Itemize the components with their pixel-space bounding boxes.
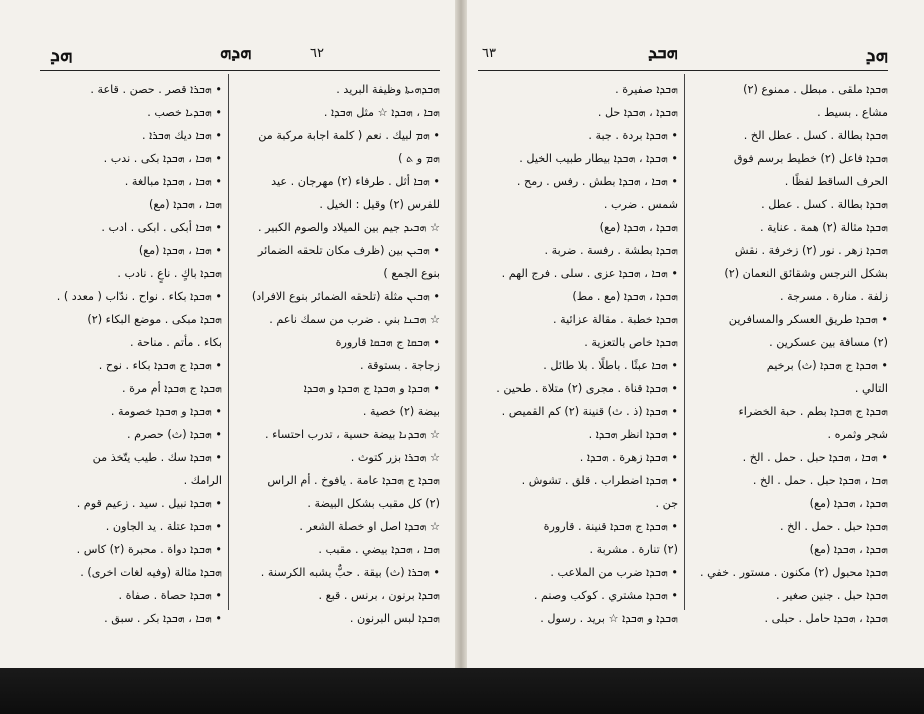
dictionary-entry-line: ܗܒܕܐ لبس البرنون .	[349, 612, 440, 625]
dictionary-entry-line: • ܗܒܕܐ و ܗܒܕܐ ج ܗܒܕܐ و ܗܒܕܐ	[303, 382, 440, 395]
dictionary-entry-line: ܗܒܐ ، ܗܒܕܐ بيضي . مقبب .	[318, 543, 440, 556]
dictionary-entry-line: ܗܒܕܐ زهر . نور (٢) زخرفة . نقش	[734, 244, 888, 257]
dictionary-entry-line: • ܗܒܕܐ دواة . محبرة (٢) كاس .	[76, 543, 222, 556]
dictionary-entry-line: • ܗܒܕܐ ج ܗܒܕܐ قنينة . قارورة	[543, 520, 678, 533]
dictionary-entry-line: ܗܒܕܐ صفيرة .	[615, 83, 678, 96]
left-center-guide-word: ܗܕܗ	[220, 42, 252, 63]
dictionary-entry-line: بيضة (٢) خصية .	[362, 405, 440, 418]
dictionary-entry-line: • ܗܒܕܐ حصاة . صفاة .	[118, 589, 222, 602]
dictionary-entry-line: • ܗܒܐ ، ܗܒܕܐ بكى . ندب .	[103, 152, 222, 165]
dictionary-entry-line: بنوع الجمع )	[383, 267, 440, 280]
left-header-rule	[40, 70, 440, 71]
dictionary-entry-line: • ܗܒܕܐ سك . طيب يتّخذ من	[92, 451, 222, 464]
dictionary-entry-line: مشاع . بسيط .	[817, 106, 888, 119]
dictionary-entry-line: ܗܒܕܐ ، ܗܒܕܐ حل .	[597, 106, 678, 119]
dictionary-entry-line: • ܗܒܕܐ ضرب من الملاعب .	[550, 566, 678, 579]
dictionary-entry-line: ܗܒܕܗܝܬܐ وظيفة البريد .	[336, 83, 440, 96]
dictionary-entry-line: ☆ ܗܒܕܢܐ بيضة حسية ، تدرب احتساء .	[264, 428, 440, 441]
dictionary-entry-line: • ܗܒܪܐ قصر . حصن . قاعة .	[90, 83, 222, 96]
book-gutter	[455, 0, 467, 668]
dictionary-entry-line: • ܗܒܕܐ مشتري . كوكب وصنم .	[533, 589, 678, 602]
dictionary-entry-line: ܗܒܕܐ مثالة (٢) همة . عناية .	[760, 221, 888, 234]
left-guide-word: ܗܕ	[50, 42, 73, 66]
dictionary-entry-line: شجر وثمره .	[827, 428, 888, 441]
dictionary-entry-line: ܗܒܕܐ ، ܗܒܕܐ حامل . حبلى .	[764, 612, 888, 625]
dictionary-entry-line: • ܗܒܕܐ اضطراب . قلق . تشوش .	[521, 474, 678, 487]
right-page	[478, 0, 888, 668]
dictionary-entry-line: • ܗܒܕܐ و ܗܒܕܐ خصومة .	[110, 405, 222, 418]
dictionary-entry-line: ☆ ܗܒܝܕ جيم بين الميلاد والصوم الكبير .	[257, 221, 440, 234]
dictionary-entry-line: • ܗܒܐ ديك ܗܒܪܐ .	[142, 129, 222, 142]
dictionary-entry-line: ܗܒܕܐ بطالة . كسل . عطل .	[761, 198, 888, 211]
dictionary-entry-line: • ܗܒܩܐ ج ܗܒܩܐ قارورة	[335, 336, 440, 349]
dictionary-entry-line: ܗܒܕܐ مثالة (وفيه لغات اخرى) .	[80, 566, 222, 579]
dictionary-entry-line: • ܗܒܝܢ بين (ظرف مكان تلحقه الضمائر	[257, 244, 440, 257]
dictionary-entry-line: ܗܒܕܐ فاعل (٢) خطيط برسم فوق	[733, 152, 888, 165]
dictionary-entry-line: ☆ ܗܒܪܐ بزر كتوث .	[350, 451, 440, 464]
dictionary-entry-line: ܗܒܕܐ باكٍ . ناعٍ . نادب .	[117, 267, 222, 280]
dictionary-entry-line: • ܗܒܐ ، ܗܒܕܐ بطش . رفس . رمح .	[516, 175, 678, 188]
dictionary-entry-line: • ܗܒܕܝܐ خصب .	[147, 106, 222, 119]
left-col-b	[40, 78, 222, 630]
dictionary-entry-line: ܗܒܐ ، ܗܒܕܐ حبل . حمل . الخ .	[752, 474, 888, 487]
dictionary-entry-line: ܗܒܕܐ ، ܗܒܕܐ (مع . مط)	[572, 290, 678, 303]
dictionary-entry-line: بكاء . مأتم . مناحة .	[129, 336, 222, 349]
dictionary-entry-line: • ܗܒܪܐ (ث) بيقة . حبٌّ يشبه الكرسنة .	[260, 566, 440, 579]
dictionary-entry-line: للفرس (٢) وقيل : الخيل .	[319, 198, 440, 211]
dictionary-entry-line: شمس . ضرب .	[603, 198, 678, 211]
dictionary-entry-line: • ܗܒܐ عبثًا . باطلًا . بلا طائل .	[543, 359, 678, 372]
dictionary-entry-line: ܗܒܕܐ محبول (٢) مكنون . مستور . خفي .	[699, 566, 888, 579]
dictionary-entry-line: ܗܒܕܐ ، ܗܒܕܐ (مع)	[809, 543, 888, 556]
dictionary-entry-line: • ܗܒܝܢ مثلة (تلحقه الضمائر بنوع الافراد)	[251, 290, 440, 303]
right-col-b	[692, 78, 888, 630]
right-guide-word: ܗܕ	[865, 42, 888, 66]
dictionary-entry-line: زجاجة . بستوقة .	[359, 359, 440, 372]
dictionary-entry-line: • ܗܒܐ ، ܗܒܕܐ عزى . سلى . فرج الهم .	[501, 267, 678, 280]
dictionary-entry-line: ܗܒܐ ، ܗܒܕܐ (مع)	[148, 198, 222, 211]
right-column-divider	[684, 74, 685, 610]
dictionary-entry-line: • ܗܒܕܐ بردة . جبة .	[588, 129, 678, 142]
dictionary-entry-line: • ܗܒܕܐ قناة . مجرى (٢) متلاة . طحين .	[496, 382, 678, 395]
dictionary-entry-line: • ܗܒܐ ، ܗܒܕܐ بكر . سبق .	[104, 612, 222, 625]
dictionary-entry-line: ܗܒܕܐ بطالة . كسل . عطل الخ .	[743, 129, 888, 142]
dictionary-entry-line: ☆ ܗܒܢܐ بني . ضرب من سمك ناعم .	[269, 313, 440, 326]
dictionary-entry-line: الرامك .	[183, 474, 222, 487]
dictionary-entry-line: ܗܒܕܐ برنون ، برنس . قبع .	[318, 589, 440, 602]
dictionary-entry-line: • ܗܒܕܐ طريق العسكر والمسافرين	[728, 313, 888, 326]
dictionary-entry-line: • ܗܒܕܐ ج ܗܒܕܐ (ث) برخيم	[766, 359, 888, 372]
dictionary-entry-line: • ܗܒܕܐ نبيل . سيد . زعيم قوم .	[76, 497, 222, 510]
dictionary-entry-line: ܗܒܕܐ ج ܗܒܕܐ بطم . حبة الخضراء	[738, 405, 888, 418]
dictionary-entry-line: • ܗܒܕܐ زهرة . ܗܒܕܐ .	[579, 451, 678, 464]
left-column-divider	[228, 74, 229, 610]
left-col-a	[236, 78, 440, 630]
dictionary-entry-line: • ܗܒܕܐ ، ܗܒܕܐ بيطار طبيب الخيل .	[519, 152, 678, 165]
dictionary-entry-line: ☆ ܗܒܕܐ اصل او خصلة الشعر .	[299, 520, 440, 533]
dictionary-entry-line: (٢) كل مقبب بشكل البيضة .	[307, 497, 440, 510]
dictionary-entry-line: (٢) تنارة . مشربة .	[589, 543, 678, 556]
dictionary-entry-line: • ܗܒܕܐ عتلة . يد الجاون .	[105, 520, 222, 533]
dictionary-entry-line: • ܗܡ لبيك . نعم ( كلمة اجابة مركبة من	[258, 129, 440, 142]
dictionary-entry-line: • ܗܒܕܐ بكاء . نواح . ندّاب ( معدد ) .	[56, 290, 222, 303]
right-center-guide-word: ܗܒܕ	[648, 42, 678, 63]
left-page-header	[40, 42, 440, 68]
right-header-rule	[478, 70, 888, 71]
dictionary-entry-line: ܗܒܕܐ حبل . حمل . الخ .	[779, 520, 888, 533]
dictionary-entry-line: • ܗܒܕܐ ج ܗܒܕܐ بكاء . نوح .	[98, 359, 222, 372]
dictionary-entry-line: جن .	[655, 497, 678, 510]
left-page	[40, 0, 440, 668]
dictionary-entry-line: ܗܒܕܐ مبكى . موضع البكاء (٢)	[87, 313, 222, 326]
dictionary-entry-line: التالي .	[854, 382, 888, 395]
dictionary-entry-line: ܗܒܕܐ ، ܗܒܕܐ (مع)	[599, 221, 678, 234]
right-col-a	[478, 78, 678, 630]
dictionary-entry-line: • ܗܒܐ ، ܗܒܕܐ حبل . حمل . الخ .	[742, 451, 888, 464]
dictionary-entry-line: الحرف الساقط لفظًا .	[784, 175, 888, 188]
dictionary-entry-line: • ܗܒܕܐ انظر ܗܒܕܐ .	[588, 428, 678, 441]
dictionary-entry-line: ܗܒܕܐ خطبة . مقالة عزائية .	[553, 313, 678, 326]
dictionary-entry-line: (٢) مسافة بين عسكرين .	[769, 336, 888, 349]
dictionary-entry-line: • ܗܒܐ ، ܗܒܕܐ (مع)	[138, 244, 222, 257]
dictionary-entry-line: • ܗܒܐ ، ܗܒܕܐ مبالغة .	[124, 175, 222, 188]
dictionary-entry-line: • ܗܒܐ أبكى . ابكى . ادب .	[101, 221, 222, 234]
dictionary-entry-line: ܗܒܕܐ خاص بالتعزية .	[584, 336, 678, 349]
dictionary-entry-line: • ܗܒܐ أثل . طرفاء (٢) مهرجان . عيد	[271, 175, 440, 188]
dictionary-entry-line: • ܗܒܕܐ (ذ . ث) قنينة (٢) كم القميص .	[501, 405, 678, 418]
dictionary-entry-line: • ܗܒܕܐ (ث) حصرم .	[126, 428, 222, 441]
left-page-number: ٦٢	[310, 46, 324, 61]
dictionary-entry-line: زلفة . منارة . مسرجة .	[779, 290, 888, 303]
dictionary-entry-line: ܗܒܕܐ ج ܗܒܕܐ أم مرة .	[122, 382, 222, 395]
dictionary-entry-line: ܗܒܕܐ بطشة . رفسة . ضربة .	[544, 244, 678, 257]
dictionary-entry-line: ܗܒܕܐ و ܗܒܕܐ ☆ بريد . رسول .	[540, 612, 678, 625]
right-page-number: ٦٣	[482, 46, 496, 61]
dictionary-entry-line: ܗܒܐ ، ܗܒܕܐ ☆ مثل ܗܒܕܐ .	[323, 106, 440, 119]
dictionary-entry-line: ܗܡ و ܬ )	[398, 152, 440, 165]
scan-bottom-edge	[0, 668, 924, 714]
dictionary-entry-line: بشكل النرجس وشقائق النعمان (٢)	[724, 267, 888, 280]
dictionary-entry-line: ܗܒܕܐ ملقى . مبطل . ممنوع (٢)	[743, 83, 888, 96]
dictionary-entry-line: ܗܒܕܐ حبل . جنين صغير .	[776, 589, 888, 602]
dictionary-entry-line: ܗܒܕܐ ج ܗܒܕܐ عامة . يافوخ . أم الراس	[267, 474, 440, 487]
dictionary-entry-line: ܗܒܕܐ ، ܗܒܕܐ (مع)	[809, 497, 888, 510]
right-page-header	[478, 42, 888, 68]
